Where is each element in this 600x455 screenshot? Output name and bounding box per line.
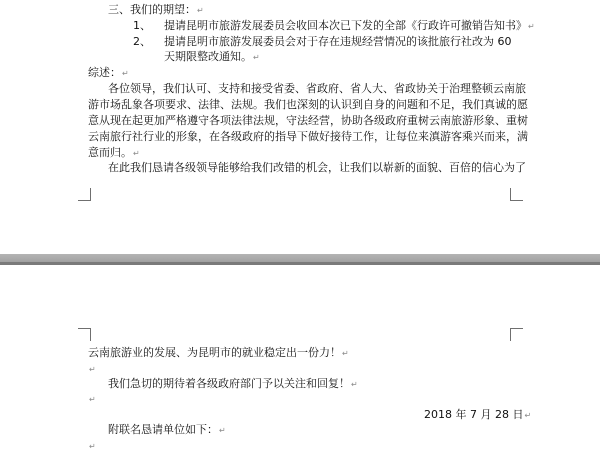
expectations-heading: 三、我们的期望：↵ [108, 3, 204, 16]
page2-empty-line-2: ↵ [89, 395, 96, 404]
expectation-item-2-continuation: 天期限整改通知。↵ [164, 50, 260, 63]
summary-paragraph-1-line-5: 意而归。↵ [88, 146, 140, 159]
page-corner-mark-top-right [510, 328, 523, 341]
summary-heading: 综述：↵ [88, 66, 129, 79]
page2-hope-line: 我们急切的期待着各级政府部门予以关注和回复！↵ [108, 377, 358, 390]
summary-paragraph-2-line-1: 在此我们恳请各级领导能够给我们改错的机会，让我们以崭新的面貌、百倍的信心为了 [108, 161, 526, 174]
page-corner-mark-bottom-right [510, 188, 523, 201]
summary-paragraph-1-line-4: 云南旅行社行业的形象，在各级政府的指导下做好接待工作，让每位来滇游客乘兴而来，满 [88, 130, 528, 143]
expectation-item-1-text: 提请昆明市旅游发展委员会收回本次已下发的全部《行政许可撤销告知书》↵ [164, 19, 535, 32]
page-break-gap [0, 254, 600, 265]
summary-paragraph-1-line-1: 各位领导，我们认可、支持和接受省委、省政府、省人大、省政协关于治理整顿云南旅 [108, 82, 526, 95]
summary-paragraph-1-line-3: 意从现在起更加严格遵守各项法律法规，守法经营，协助各级政府重树云南旅游形象、重树 [88, 114, 528, 127]
page2-empty-line-3: ↵ [89, 442, 96, 451]
expectation-item-2-number: 2、 [133, 35, 151, 48]
page2-attachment-line: 附联名恳请单位如下：↵ [108, 423, 226, 436]
page-corner-mark-bottom-left [78, 188, 91, 201]
page2-date: 2018 年 7 月 28 日↵ [424, 408, 532, 421]
page-corner-mark-top-left [78, 328, 91, 341]
expectation-item-1-number: 1、 [133, 19, 151, 32]
page2-empty-line-1: ↵ [89, 365, 96, 374]
summary-paragraph-1-line-2: 游市场乱象各项要求、法律、法规。我们也深刻的认识到自身的问题和不足，我们真诚的愿 [88, 98, 528, 111]
page2-continuation-line: 云南旅游业的发展、为昆明市的就业稳定出一份力！↵ [88, 346, 349, 359]
expectation-item-2-text: 提请昆明市旅游发展委员会对于存在违规经营情况的该批旅行社改为 60 [164, 35, 512, 48]
